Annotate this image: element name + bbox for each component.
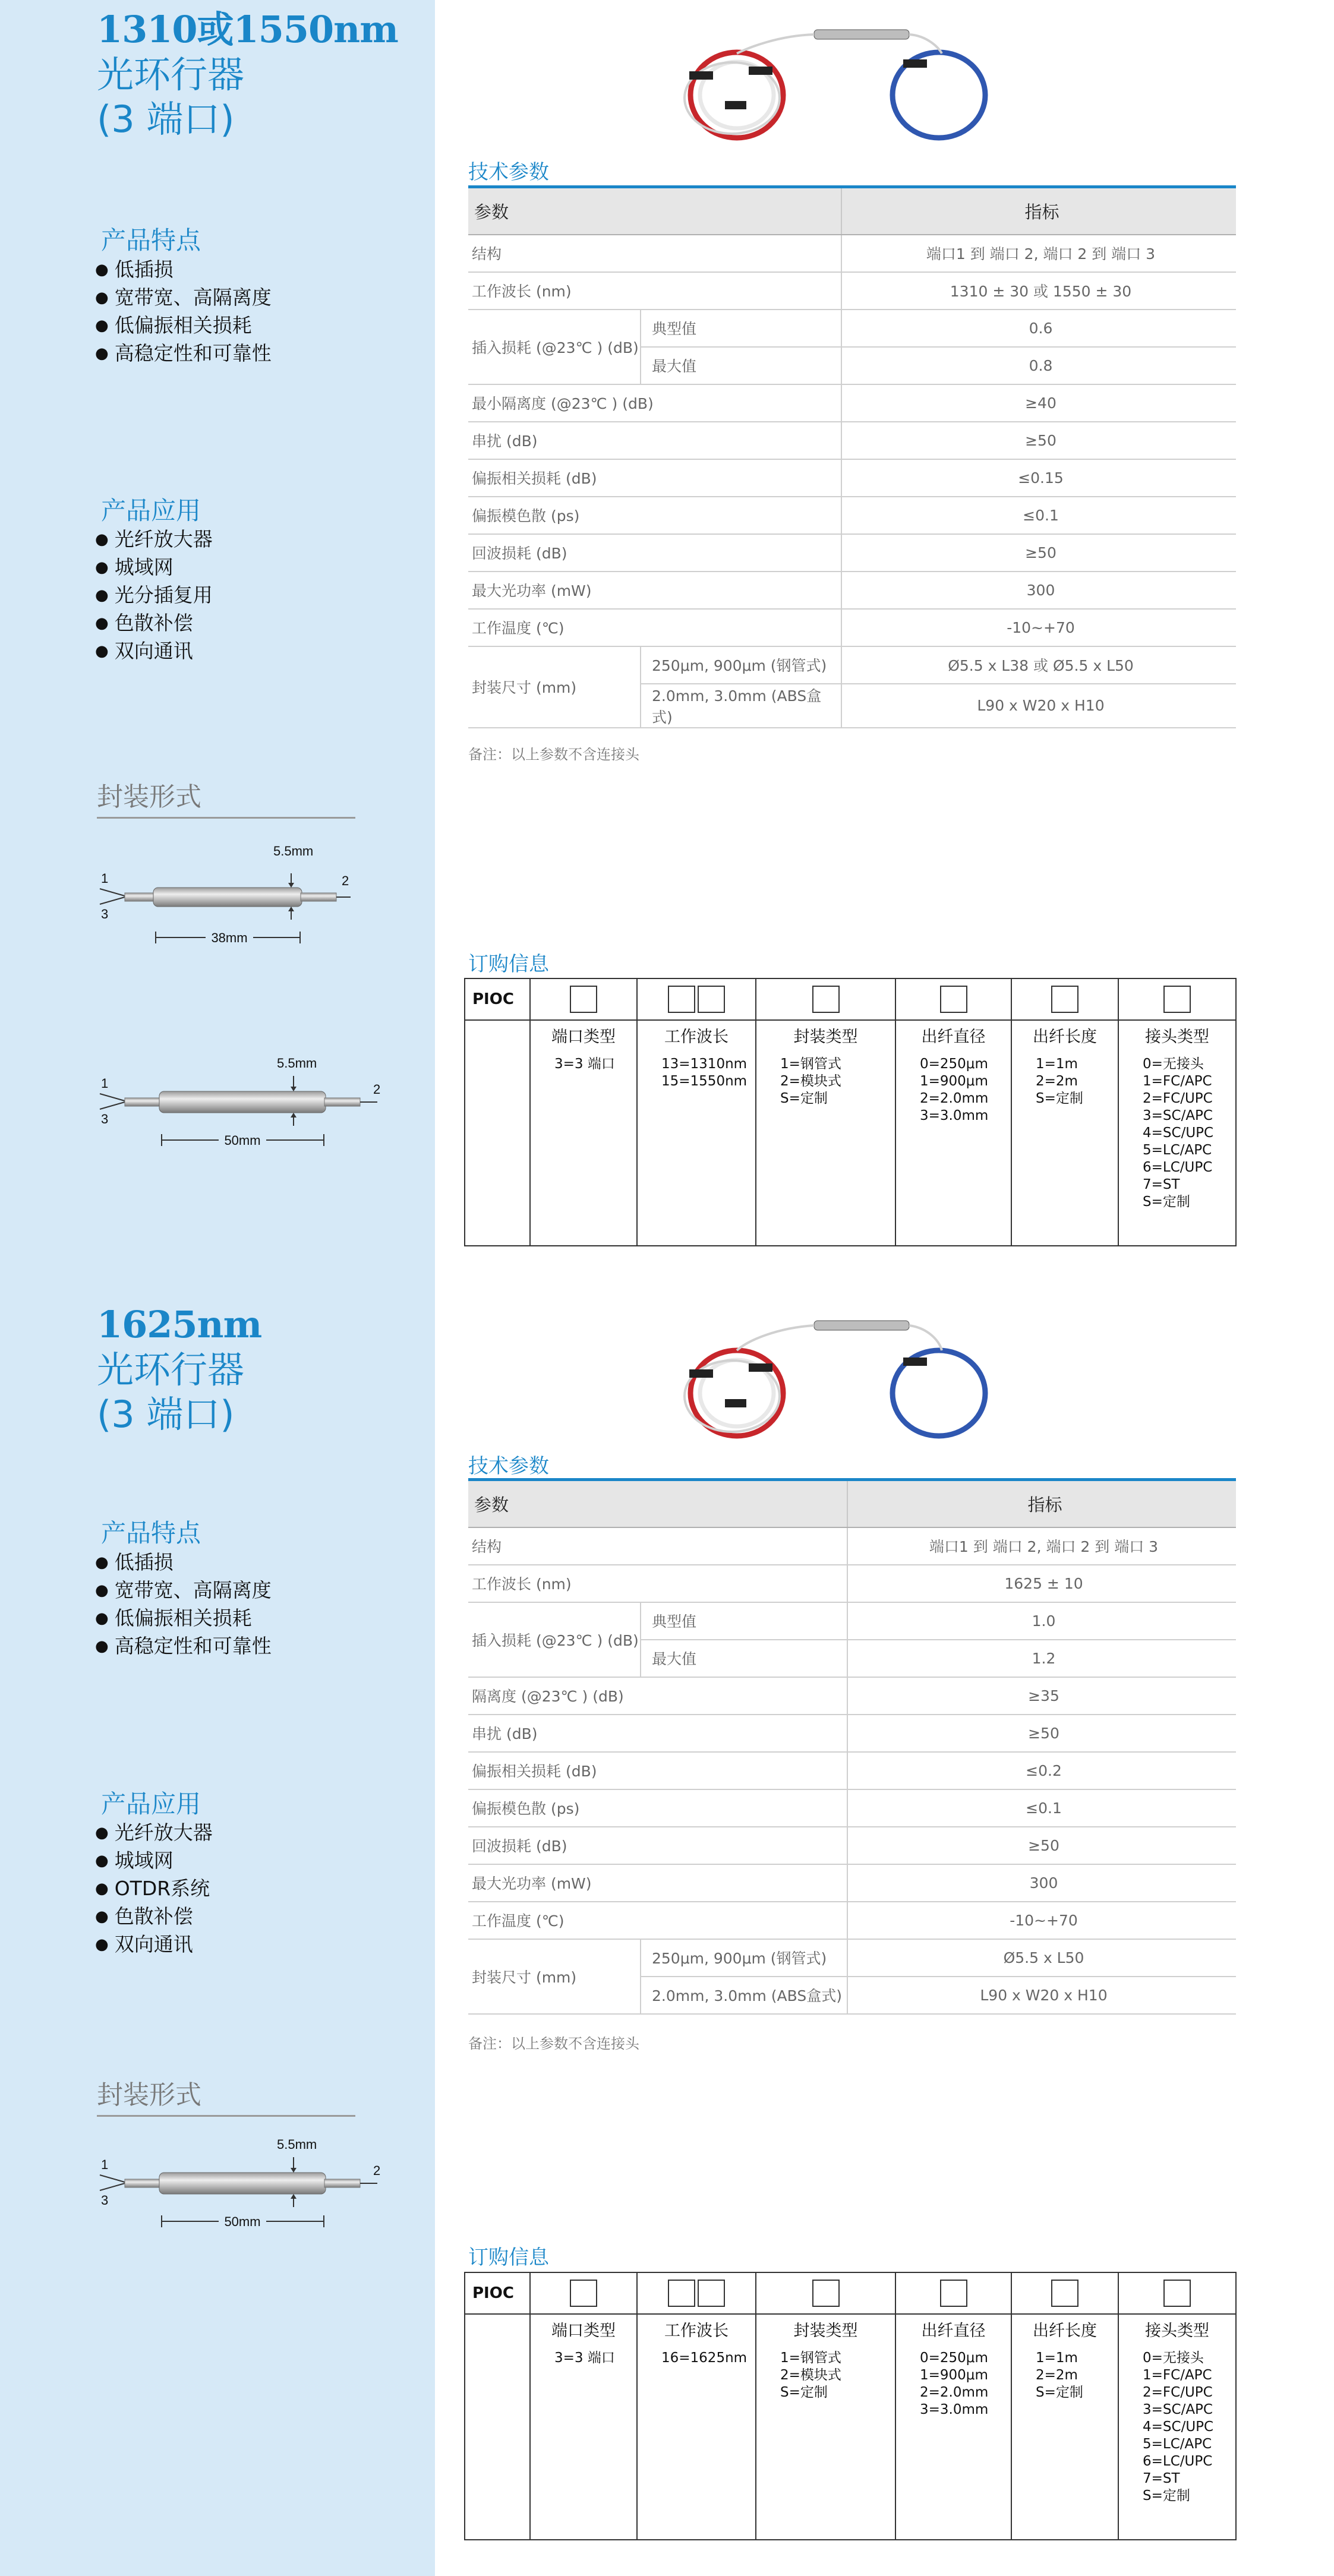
product-title-line3: (3 端口) bbox=[97, 97, 235, 141]
spec-value: ≥40 bbox=[841, 384, 1236, 422]
table-row bbox=[468, 1677, 1236, 1715]
applications-heading: 产品应用 bbox=[101, 1789, 201, 1819]
spec-sublabel: 2.0mm, 3.0mm (ABS盒式) bbox=[641, 684, 841, 728]
spec-sublabel: 典型值 bbox=[641, 310, 841, 347]
table-row bbox=[468, 1565, 1236, 1602]
list-item: ● 低偏振相关损耗 bbox=[95, 312, 272, 340]
package-drawing-38mm bbox=[89, 838, 362, 951]
order-col-head: 工作波长 bbox=[637, 2314, 756, 2344]
divider bbox=[97, 817, 355, 819]
spec-value: ≥50 bbox=[847, 1715, 1236, 1752]
spec-value: ≥50 bbox=[841, 534, 1236, 572]
order-box[interactable] bbox=[895, 978, 1011, 1020]
table-row bbox=[468, 235, 1236, 272]
package-heading: 封装形式 bbox=[97, 2080, 201, 2110]
spec-value: L90 x W20 x H10 bbox=[847, 1977, 1236, 2014]
order-col-head: 封装类型 bbox=[756, 1020, 895, 1050]
order-head-row bbox=[465, 1020, 1236, 1050]
table-row bbox=[468, 534, 1236, 572]
spec-value: 0.6 bbox=[841, 310, 1236, 347]
table-row bbox=[468, 422, 1236, 459]
table-row bbox=[468, 1789, 1236, 1827]
package-drawing-50mm bbox=[89, 2124, 398, 2237]
spec-sublabel: 250μm, 900μm (钢管式) bbox=[641, 1939, 847, 1977]
list-item: ● 光纤放大器 bbox=[95, 1820, 213, 1848]
spec-label: 最大光功率 (mW) bbox=[468, 1864, 847, 1902]
spec-value: Ø5.5 x L38 或 Ø5.5 x L50 bbox=[841, 646, 1236, 684]
applications-heading: 产品应用 bbox=[101, 496, 201, 525]
spec-table bbox=[468, 185, 1236, 728]
order-title: 订购信息 bbox=[468, 952, 549, 976]
spec-label: 插入损耗 (@23℃ ) (dB) bbox=[468, 1602, 641, 1677]
table-row bbox=[468, 1827, 1236, 1864]
spec-label: 偏振模色散 (ps) bbox=[468, 497, 841, 534]
spec-value: 1.2 bbox=[847, 1640, 1236, 1677]
dim-length-label: 38mm bbox=[211, 930, 248, 945]
spec-title: 技术参数 bbox=[468, 1454, 549, 1478]
list-item: ● 色散补偿 bbox=[95, 1903, 213, 1931]
spec-label: 工作温度 (℃) bbox=[468, 1902, 847, 1939]
spec-sublabel: 最大值 bbox=[641, 1640, 847, 1677]
order-box[interactable] bbox=[756, 978, 895, 1020]
spec-title: 技术参数 bbox=[468, 160, 549, 184]
spec-value: ≤0.1 bbox=[847, 1789, 1236, 1827]
order-box-row bbox=[465, 978, 1236, 1020]
spec-value: ≥50 bbox=[847, 1827, 1236, 1864]
table-row bbox=[468, 1864, 1236, 1902]
order-box[interactable] bbox=[530, 978, 637, 1020]
spec-label: 插入损耗 (@23℃ ) (dB) bbox=[468, 310, 641, 384]
spec-label: 回波损耗 (dB) bbox=[468, 534, 841, 572]
order-box[interactable] bbox=[530, 2272, 637, 2314]
spec-sublabel: 250μm, 900μm (钢管式) bbox=[641, 646, 841, 684]
table-row bbox=[468, 310, 1236, 347]
spec-value: -10~+70 bbox=[841, 609, 1236, 646]
product-title-line1: 1310或1550nm bbox=[97, 8, 398, 51]
order-col-values: 0=无接头 1=FC/APC 2=FC/UPC 3=SC/APC 4=SC/UPC 5=LC/APC 6=LC/UPC 7=ST S=定制 bbox=[1118, 2344, 1236, 2540]
order-col-values: 1=1m 2=2m S=定制 bbox=[1011, 1050, 1118, 1246]
package-heading: 封装形式 bbox=[97, 782, 201, 812]
list-item: ● 宽带宽、高隔离度 bbox=[95, 285, 272, 312]
spec-label: 工作波长 (nm) bbox=[468, 1565, 847, 1602]
order-col-values: 13=1310nm 15=1550nm bbox=[637, 1050, 756, 1246]
order-col-head: 出纤直径 bbox=[895, 1020, 1011, 1050]
order-table bbox=[464, 2272, 1237, 2540]
order-col-values: 3=3 端口 bbox=[530, 2344, 637, 2540]
spec-note: 备注：以上参数不含连接头 bbox=[468, 746, 639, 763]
order-col-head: 工作波长 bbox=[637, 1020, 756, 1050]
list-item: ● 高稳定性和可靠性 bbox=[95, 340, 272, 368]
order-col-head: 封装类型 bbox=[756, 2314, 895, 2344]
dim-width-label: 5.5mm bbox=[277, 1056, 317, 1071]
order-col-values: 0=250μm 1=900μm 2=2.0mm 3=3.0mm bbox=[895, 2344, 1011, 2540]
list-item: ● 高稳定性和可靠性 bbox=[95, 1633, 272, 1661]
spec-label: 封装尺寸 (mm) bbox=[468, 646, 641, 728]
order-head-row bbox=[465, 2314, 1236, 2344]
spec-label: 隔离度 (@23℃ ) (dB) bbox=[468, 1677, 847, 1715]
list-item: ● 低插损 bbox=[95, 257, 272, 285]
list-item: ● 城域网 bbox=[95, 1848, 213, 1876]
table-row bbox=[468, 497, 1236, 534]
order-col-values: 0=250μm 1=900μm 2=2.0mm 3=3.0mm bbox=[895, 1050, 1011, 1246]
table-row bbox=[468, 609, 1236, 646]
spec-value: -10~+70 bbox=[847, 1902, 1236, 1939]
spec-label: 结构 bbox=[468, 1527, 847, 1565]
spec-value: 300 bbox=[841, 572, 1236, 609]
order-box[interactable] bbox=[1011, 2272, 1118, 2314]
order-box[interactable] bbox=[756, 2272, 895, 2314]
table-row bbox=[468, 1939, 1236, 1977]
spec-sublabel: 2.0mm, 3.0mm (ABS盒式) bbox=[641, 1977, 847, 2014]
spec-value: L90 x W20 x H10 bbox=[841, 684, 1236, 728]
divider bbox=[97, 2115, 355, 2117]
order-col-head: 出纤直径 bbox=[895, 2314, 1011, 2344]
spec-label: 工作温度 (℃) bbox=[468, 609, 841, 646]
spec-value: ≤0.2 bbox=[847, 1752, 1236, 1789]
order-box[interactable] bbox=[895, 2272, 1011, 2314]
spec-note: 备注：以上参数不含连接头 bbox=[468, 2035, 639, 2052]
spec-value: 300 bbox=[847, 1864, 1236, 1902]
spec-value: 端口1 到 端口 2, 端口 2 到 端口 3 bbox=[847, 1527, 1236, 1565]
list-item: ● 低插损 bbox=[95, 1549, 272, 1577]
spec-value: Ø5.5 x L50 bbox=[847, 1939, 1236, 1977]
order-col-values: 1=1m 2=2m S=定制 bbox=[1011, 2344, 1118, 2540]
spec-sublabel: 最大值 bbox=[641, 347, 841, 384]
spec-label: 偏振相关损耗 (dB) bbox=[468, 459, 841, 497]
order-value-row bbox=[465, 2344, 1236, 2540]
table-header-row bbox=[468, 1480, 1236, 1527]
applications-list bbox=[95, 526, 213, 666]
order-value-row bbox=[465, 1050, 1236, 1246]
header-value: 指标 bbox=[841, 187, 1236, 235]
features-heading: 产品特点 bbox=[101, 226, 201, 255]
product-title-line3: (3 端口) bbox=[97, 1393, 235, 1437]
table-row bbox=[468, 384, 1236, 422]
order-prefix: PIOC bbox=[465, 978, 530, 1020]
spec-value: 0.8 bbox=[841, 347, 1236, 384]
package-drawing-50mm bbox=[89, 1043, 398, 1156]
header-value: 指标 bbox=[847, 1480, 1236, 1527]
order-title: 订购信息 bbox=[468, 2246, 549, 2269]
product-title-line1: 1625nm bbox=[97, 1303, 262, 1346]
dim-width-label: 5.5mm bbox=[273, 844, 314, 858]
spec-label: 工作波长 (nm) bbox=[468, 272, 841, 310]
spec-value: ≥35 bbox=[847, 1677, 1236, 1715]
order-box[interactable] bbox=[637, 2272, 756, 2314]
product-title bbox=[97, 7, 398, 142]
order-box[interactable] bbox=[637, 978, 756, 1020]
dim-length-label: 50mm bbox=[224, 1133, 261, 1148]
spec-sublabel: 典型值 bbox=[641, 1602, 847, 1640]
table-row bbox=[468, 1527, 1236, 1565]
product-photo bbox=[677, 1304, 998, 1447]
applications-list bbox=[95, 1820, 213, 1959]
spec-value: 1310 ± 30 或 1550 ± 30 bbox=[841, 272, 1236, 310]
spec-label: 最小隔离度 (@23℃ ) (dB) bbox=[468, 384, 841, 422]
order-col-head: 接头类型 bbox=[1118, 2314, 1236, 2344]
order-table bbox=[464, 978, 1237, 1246]
port-3-label: 3 bbox=[101, 2193, 109, 2208]
spec-label: 回波损耗 (dB) bbox=[468, 1827, 847, 1864]
order-col-head: 出纤长度 bbox=[1011, 2314, 1118, 2344]
port-2-label: 2 bbox=[342, 873, 349, 888]
header-param: 参数 bbox=[468, 1480, 847, 1527]
port-1-label: 1 bbox=[101, 871, 109, 886]
product-photo bbox=[677, 12, 998, 149]
order-box[interactable] bbox=[1118, 2272, 1236, 2314]
table-row bbox=[468, 459, 1236, 497]
port-3-label: 3 bbox=[101, 907, 109, 921]
port-2-label: 2 bbox=[373, 2163, 381, 2178]
order-col-values: 1=钢管式 2=模块式 S=定制 bbox=[756, 2344, 895, 2540]
spec-label: 串扰 (dB) bbox=[468, 1715, 847, 1752]
list-item: ● 宽带宽、高隔离度 bbox=[95, 1577, 272, 1605]
dim-width-label: 5.5mm bbox=[277, 2137, 317, 2152]
list-item: ● 色散补偿 bbox=[95, 610, 213, 638]
table-header-row bbox=[468, 187, 1236, 235]
dim-length-label: 50mm bbox=[224, 2214, 261, 2229]
spec-value: 端口1 到 端口 2, 端口 2 到 端口 3 bbox=[841, 235, 1236, 272]
spec-value: 1.0 bbox=[847, 1602, 1236, 1640]
table-row bbox=[468, 1752, 1236, 1789]
port-2-label: 2 bbox=[373, 1082, 381, 1097]
features-list bbox=[95, 1549, 272, 1661]
port-1-label: 1 bbox=[101, 2157, 109, 2172]
spec-table bbox=[468, 1478, 1236, 2015]
list-item: ● 城域网 bbox=[95, 554, 213, 582]
list-item: ● 光分插复用 bbox=[95, 582, 213, 610]
list-item: ● 低偏振相关损耗 bbox=[95, 1605, 272, 1633]
order-box[interactable] bbox=[1118, 978, 1236, 1020]
port-1-label: 1 bbox=[101, 1076, 109, 1091]
list-item: ● OTDR系统 bbox=[95, 1876, 213, 1903]
order-prefix: PIOC bbox=[465, 2272, 530, 2314]
table-row bbox=[468, 272, 1236, 310]
order-col-values: 16=1625nm bbox=[637, 2344, 756, 2540]
spec-value: ≤0.15 bbox=[841, 459, 1236, 497]
order-col-head: 端口类型 bbox=[530, 1020, 637, 1050]
spec-value: ≤0.1 bbox=[841, 497, 1236, 534]
table-row bbox=[468, 572, 1236, 609]
spec-value: 1625 ± 10 bbox=[847, 1565, 1236, 1602]
list-item: ● 双向通讯 bbox=[95, 638, 213, 666]
list-item: ● 光纤放大器 bbox=[95, 526, 213, 554]
spec-label: 最大光功率 (mW) bbox=[468, 572, 841, 609]
product-title-line2: 光环行器 bbox=[97, 1347, 245, 1391]
spec-value: ≥50 bbox=[841, 422, 1236, 459]
order-col-values: 0=无接头 1=FC/APC 2=FC/UPC 3=SC/APC 4=SC/UPC 5=LC/APC 6=LC/UPC 7=ST S=定制 bbox=[1118, 1050, 1236, 1246]
table-row bbox=[468, 646, 1236, 684]
list-item: ● 双向通讯 bbox=[95, 1931, 213, 1959]
table-row bbox=[468, 1715, 1236, 1752]
order-col-head: 出纤长度 bbox=[1011, 1020, 1118, 1050]
order-box[interactable] bbox=[1011, 978, 1118, 1020]
table-row bbox=[468, 1602, 1236, 1640]
order-col-values: 1=钢管式 2=模块式 S=定制 bbox=[756, 1050, 895, 1246]
spec-label: 封装尺寸 (mm) bbox=[468, 1939, 641, 2014]
spec-label: 偏振相关损耗 (dB) bbox=[468, 1752, 847, 1789]
table-row bbox=[468, 1902, 1236, 1939]
order-col-values: 3=3 端口 bbox=[530, 1050, 637, 1246]
product-title bbox=[97, 1302, 261, 1437]
order-col-head: 接头类型 bbox=[1118, 1020, 1236, 1050]
header-param: 参数 bbox=[468, 187, 841, 235]
spec-label: 结构 bbox=[468, 235, 841, 272]
spec-label: 偏振模色散 (ps) bbox=[468, 1789, 847, 1827]
product-title-line2: 光环行器 bbox=[97, 52, 245, 96]
features-heading: 产品特点 bbox=[101, 1519, 201, 1548]
order-box-row bbox=[465, 2272, 1236, 2314]
port-3-label: 3 bbox=[101, 1112, 109, 1126]
features-list bbox=[95, 257, 272, 368]
spec-label: 串扰 (dB) bbox=[468, 422, 841, 459]
order-col-head: 端口类型 bbox=[530, 2314, 637, 2344]
